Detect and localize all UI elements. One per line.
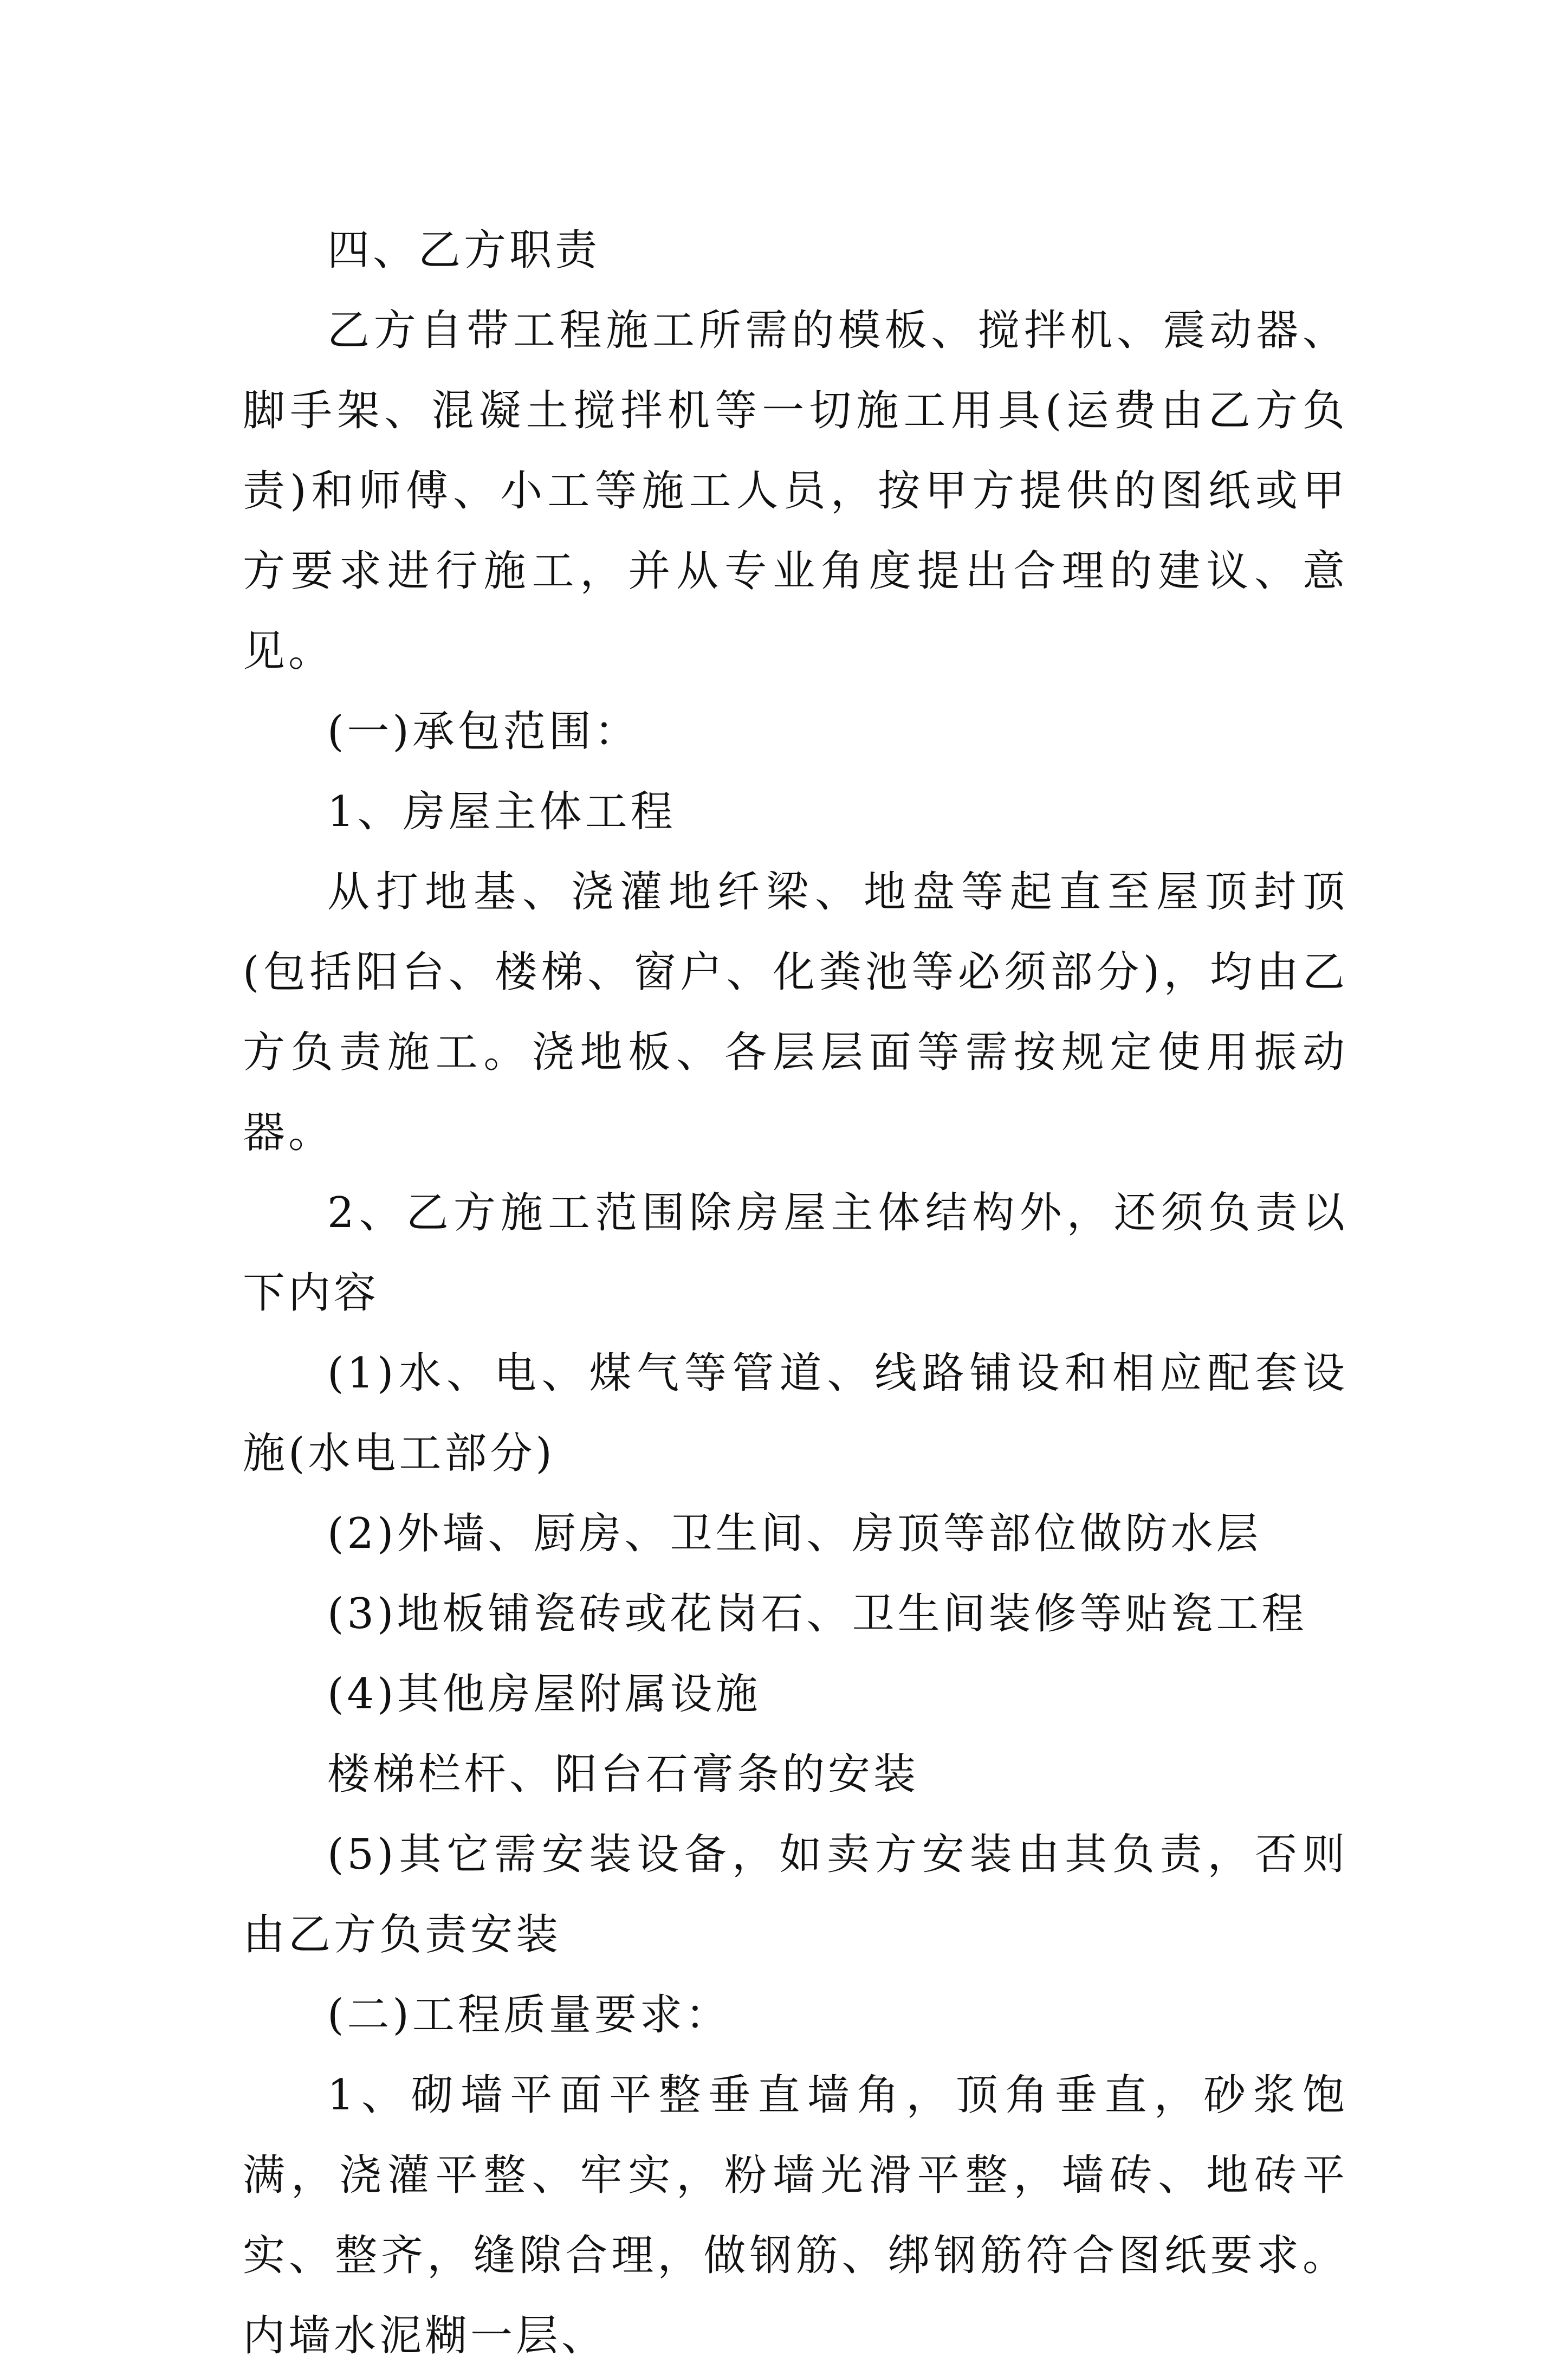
list-item: (5)其它需安装设备，如卖方安装由其负责，否则由乙方负责安装 <box>243 1830 1348 1959</box>
list-item: (1)水、电、煤气等管道、线路铺设和相应配套设施(水电工部分) <box>243 1349 1348 1478</box>
list-item: (3)地板铺瓷砖或花岗石、卫生间装修等贴瓷工程 <box>327 1590 1307 1638</box>
subsection-heading: (二)工程质量要求： <box>327 1991 731 2039</box>
section-heading: 四、乙方职责 <box>327 226 601 275</box>
document-body <box>243 210 1348 2376</box>
list-item: (4)其他房屋附属设施 <box>327 1670 761 1719</box>
paragraph: 从打地基、浇灌地纤梁、地盘等起直至屋顶封顶(包括阳台、楼梯、窗户、化粪池等必须部分)，均由乙方负责施工。浇地板、各层层面等需按规定使用振动器。 <box>243 868 1348 1157</box>
subsection-heading: (一)承包范围： <box>327 707 640 756</box>
list-item: 1、砌墙平面平整垂直墙角，顶角垂直，砂浆饱满，浇灌平整、牢实，粉墙光滑平整，墙砖、地砖平实、整齐，缝隙合理，做钢筋、绑钢筋符合图纸要求。内墙水泥糊一层、 <box>243 2071 1348 2360</box>
paragraph: 楼梯栏杆、阳台石膏条的安装 <box>327 1750 919 1799</box>
list-item: (2)外墙、厨房、卫生间、房顶等部位做防水层 <box>327 1509 1262 1558</box>
paragraph: 乙方自带工程施工所需的模板、搅拌机、震动器、脚手架、混凝土搅拌机等一切施工用具(运费由乙方负责)和师傅、小工等施工人员，按甲方提供的图纸或甲方要求进行施工，并从专业角度提出合理的建议、意见。 <box>243 306 1348 676</box>
list-item: 1、房屋主体工程 <box>327 787 676 836</box>
list-item: 2、乙方施工范围除房屋主体结构外，还须负责以下内容 <box>243 1189 1348 1318</box>
